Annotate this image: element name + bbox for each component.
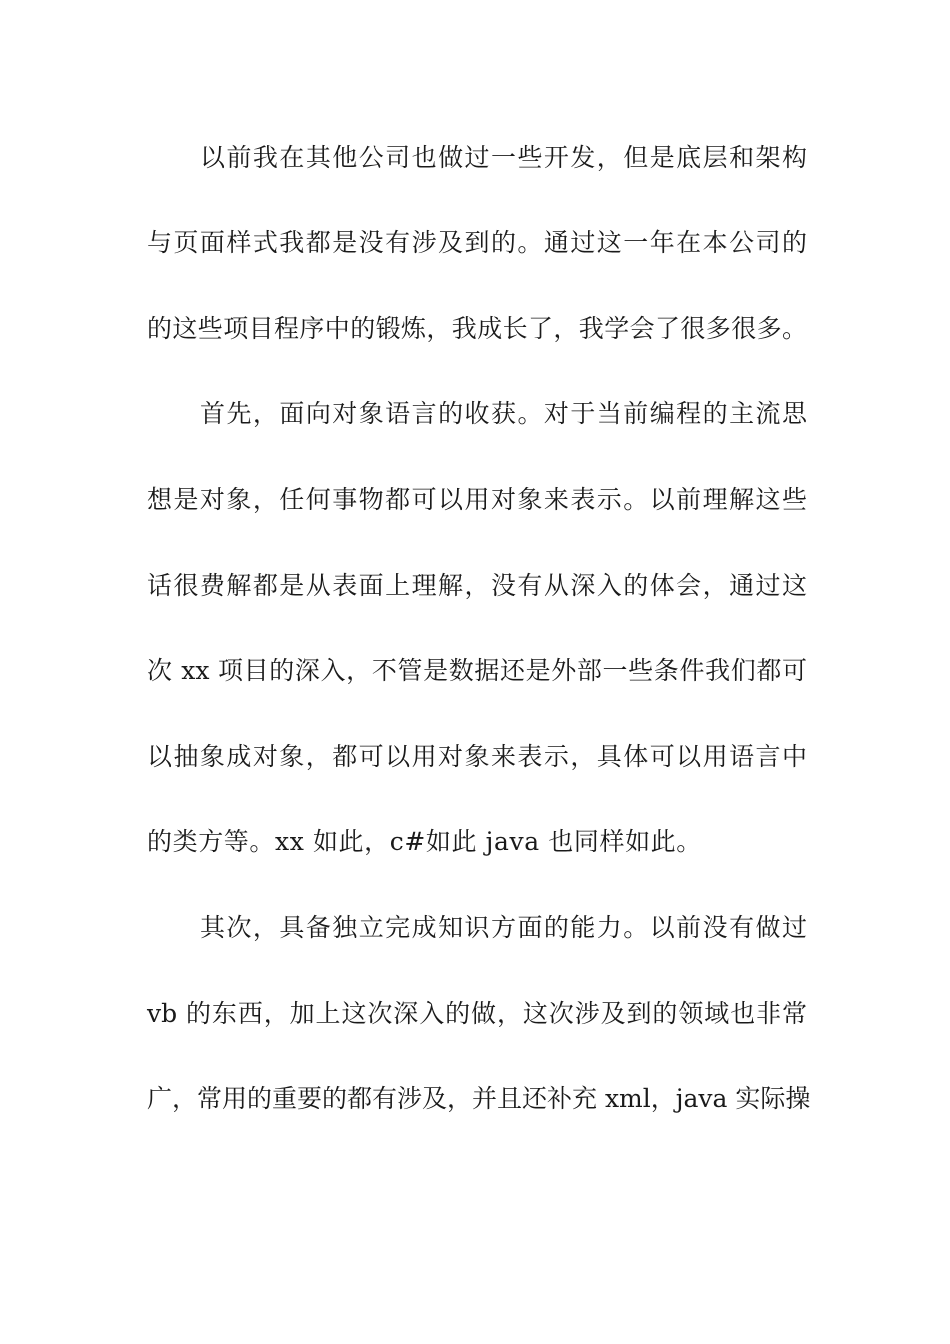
paragraph-1-line-2: 与页面样式我都是没有涉及到的。通过这一年在本公司的 [147, 228, 807, 257]
paragraph-2-line-6: 的类方等。xx 如此，c#如此 java 也同样如此。 [147, 827, 702, 856]
paragraph-3-line-3: 广，常用的重要的都有涉及，并且还补充 xml，java 实际操 [147, 1084, 811, 1113]
paragraph-2-line-5: 以抽象成对象，都可以用对象来表示，具体可以用语言中 [147, 742, 807, 771]
paragraph-3-line-2: vb 的东西，加上这次深入的做，这次涉及到的领域也非常 [147, 999, 807, 1028]
paragraph-3-line-1: 其次，具备独立完成知识方面的能力。以前没有做过 [200, 913, 807, 942]
paragraph-2-line-4: 次 xx 项目的深入，不管是数据还是外部一些条件我们都可 [147, 656, 807, 685]
paragraph-1-line-3: 的这些项目程序中的锻炼，我成长了，我学会了很多很多。 [147, 314, 807, 343]
paragraph-1-line-1: 以前我在其他公司也做过一些开发，但是底层和架构 [200, 143, 807, 172]
paragraph-2-line-1: 首先，面向对象语言的收获。对于当前编程的主流思 [200, 399, 807, 428]
paragraph-2-line-2: 想是对象，任何事物都可以用对象来表示。以前理解这些 [147, 485, 807, 514]
paragraph-2-line-3: 话很费解都是从表面上理解，没有从深入的体会，通过这 [147, 571, 807, 600]
